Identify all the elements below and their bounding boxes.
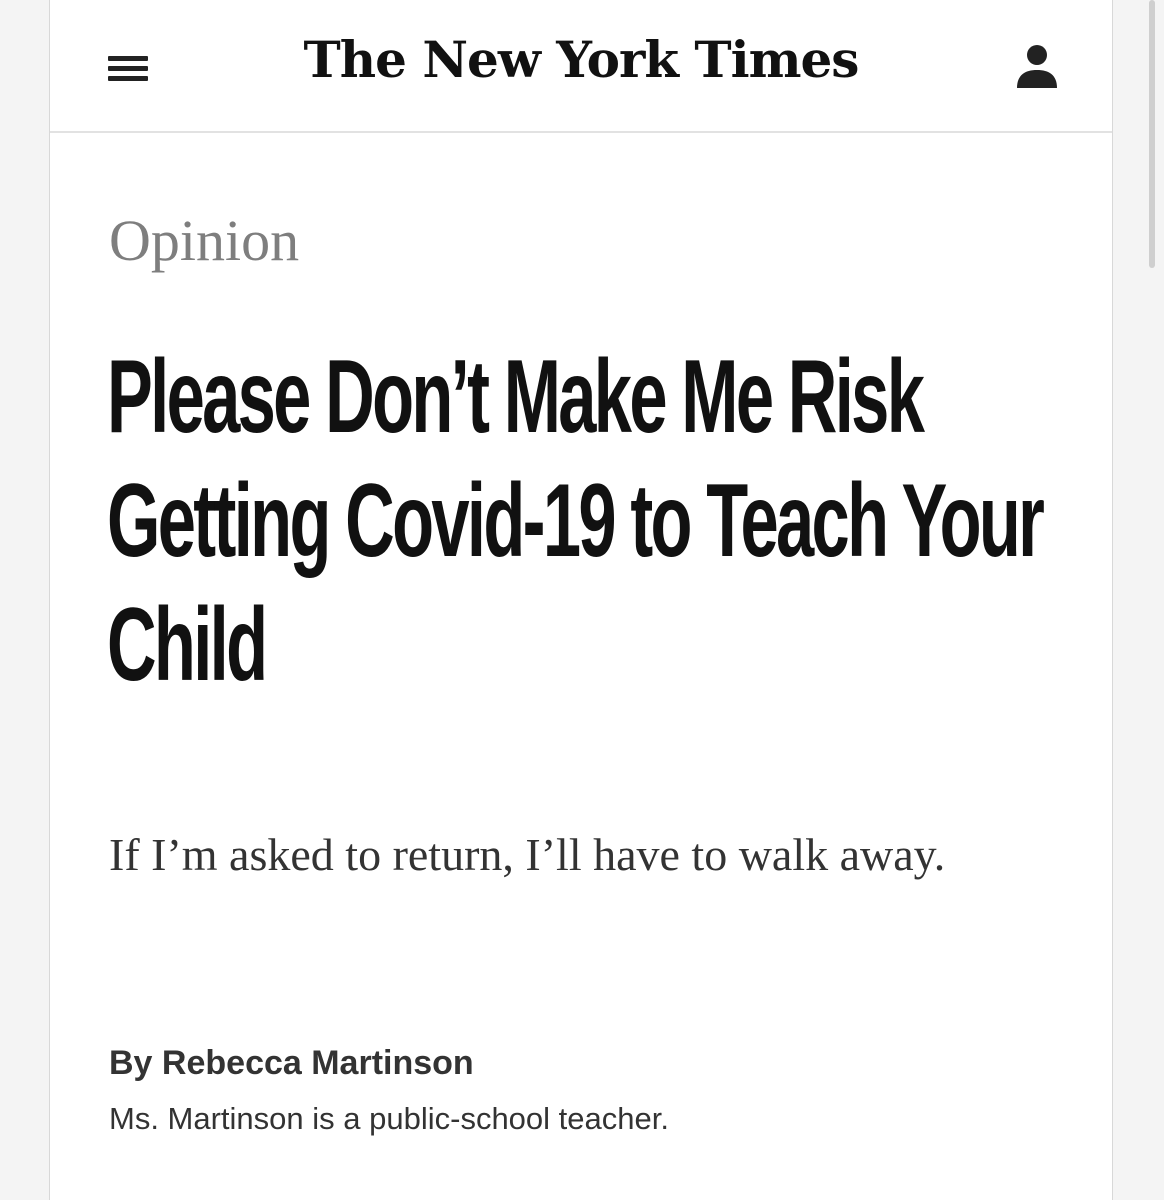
article-summary: If I’m asked to return, I’ll have to walk away. — [109, 829, 946, 880]
user-account-icon[interactable] — [1013, 42, 1061, 92]
article-headline: Please Don’t Make Me Risk Getting Covid-19 to Teach Your Child — [107, 339, 1043, 703]
nyt-logo[interactable]: The New York Times — [303, 30, 859, 89]
section-label[interactable]: Opinion — [109, 208, 300, 273]
byline-prefix: By — [109, 1044, 153, 1082]
author-bio: Ms. Martinson is a public-school teacher. — [109, 1101, 669, 1136]
byline — [109, 1046, 474, 1080]
scrollbar-thumb[interactable] — [1149, 0, 1155, 268]
masthead — [50, 0, 1112, 133]
article-page — [49, 0, 1113, 1200]
byline-author-link[interactable]: Rebecca Martinson — [161, 1044, 474, 1082]
